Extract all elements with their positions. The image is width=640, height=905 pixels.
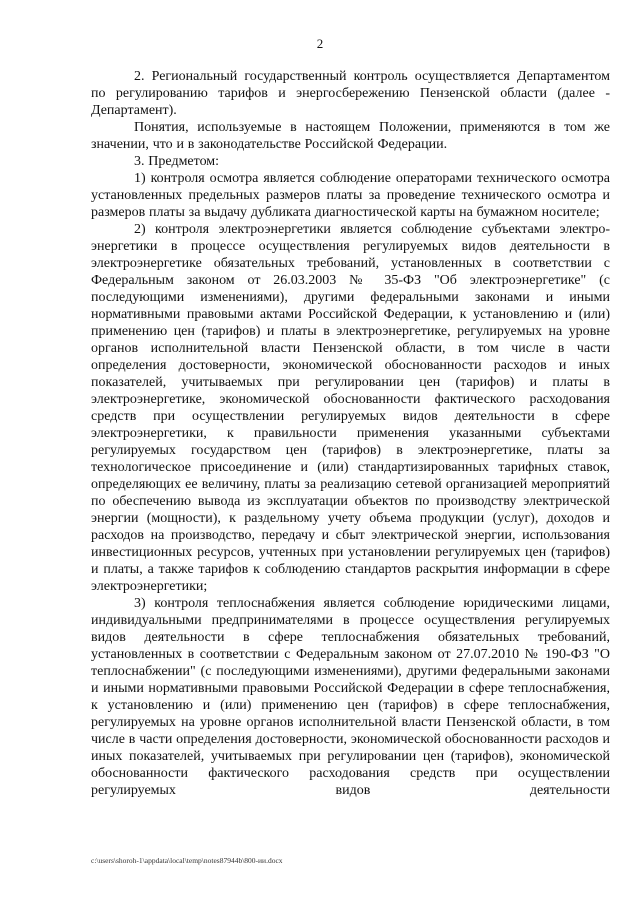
page-number: 2 xyxy=(316,36,324,51)
paragraph-subject-2-electricity: 2) контроля электроэнергетики является соблюдение субъектами электро-энергетики в процессе осуществления регулируемых видов деятельности в электроэнергетике обязательных требований, установленных в соответствии с Федеральным законом от 26.03.2003 № 35-ФЗ "Об электроэнергетике" (с последующими изменениями), другими федеральными законами и иными нормативными правовыми актами Российской Федерации, к установлению и (или) применению цен (тарифов) и платы в электроэнергетике, регулируемых на уровне органов исполнительной власти Пензенской области, в том числе в части определения достоверности, экономической обоснованности расходов и иных показателей, учитываемых при регулировании цен (тарифов) и платы в электроэнергетике, экономической обоснованности фактического расходования средств при осуществлении регулируемых видов деятельности в сфере электроэнергетики, к правильности применения указанными субъектами регулируемых государством цен (тарифов) в электроэнергетике, платы за технологическое присоединение и (или) стандартизированных тарифных ставок, определяющих ее величину, платы за реализацию сетевой организацией мероприятий по обеспечению вывода из эксплуатации объектов по производству электрической энергии (мощности), к раздельному учету объема продукции (услуг), доходов и расходов на производство, передачу и сбыт электрической энергии, использования инвестиционных ресурсов, учтенных при установлении регулируемых цен (тарифов) и платы, а также тарифов к соблюдению стандартов раскрытия информации в сфере электроэнергетики; xyxy=(91,222,610,594)
document-body xyxy=(91,68,610,799)
footer-file-path: c:\users\shoroh-1\appdata\local\temp\notes87944b\800-ии.docx xyxy=(91,856,283,865)
paragraph-2-regional-control: 2. Региональный государственный контроль осуществляется Департаментом по регулированию тарифов и энергосбережению Пензенской области (далее - Департамент). xyxy=(91,69,610,118)
paragraph-3-subject-heading: 3. Предметом: xyxy=(134,154,220,169)
paragraph-subject-3-heat-supply: 3) контроля теплоснабжения является соблюдение юридическими лицами, индивидуальными предпринимателями в процессе осуществления регулируемых видов деятельности в сфере теплоснабжения обязательных требований, установленных в соответствии с Федеральным законом от 27.07.2010 № 190-ФЗ "О теплоснабжении" (с последующими изменениями), другими федеральными законами и иными нормативными правовыми Российской Федерации в сфере теплоснабжения, к установлению и (или) применению цен (тарифов) в сфере теплоснабжения, регулируемых на уровне органов исполнительной власти Пензенской области, в том числе в части определения достоверности, экономической обоснованности расходов и иных показателей, учитываемых при регулировании цен (тарифов), экономической обоснованности фактического расходования средств при осуществлении регулируемых видов деятельности xyxy=(91,596,610,798)
paragraph-definitions: Понятия, используемые в настоящем Положении, применяются в том же значении, что и в законодательстве Российской Федерации. xyxy=(91,120,610,152)
paragraph-subject-1-inspection: 1) контроля осмотра является соблюдение операторами технического осмотра установленных предельных размеров платы за проведение технического осмотра и размеров платы за выдачу дубликата диагностической карты на бумажном носителе; xyxy=(91,171,610,220)
